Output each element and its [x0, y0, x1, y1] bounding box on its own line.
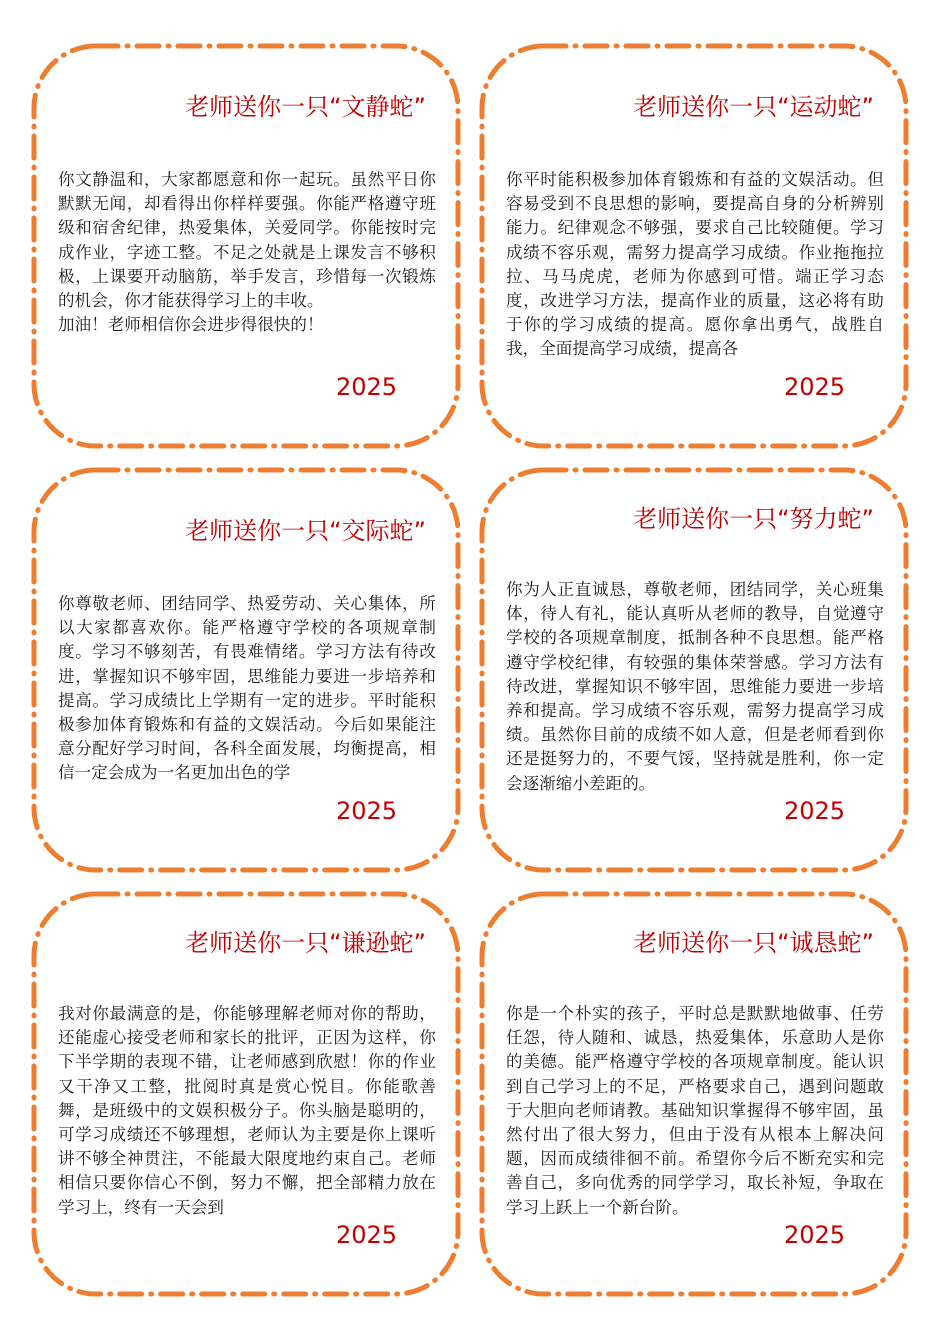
comment-card-2 [478, 42, 910, 450]
card-title: 老师送你一只“文静蛇” [185, 93, 426, 121]
card-year: 2025 [332, 796, 401, 826]
comment-card-4 [478, 466, 910, 874]
card-title: 老师送你一只“努力蛇” [633, 505, 874, 533]
card-title: 老师送你一只“诚恳蛇” [633, 929, 874, 957]
comment-card-6 [478, 890, 910, 1298]
comment-card-3 [30, 466, 462, 874]
card-year: 2025 [780, 796, 849, 826]
card-comment-text: 你文静温和，大家都愿意和你一起玩。虽然平日你默默无闻，却看得出你样样要强。你能严格遵守班级和宿舍纪律，热爱集体，关爱同学。你能按时完成作业，字迹工整。不足之处就是上课发言不够积极，上课要开动脑筋，举手发言，珍惜每一次锻炼的机会，你才能获得学习上的丰收。 加油！老师相信你会进步得很快的！ [58, 170, 436, 335]
card-comment-text: 你是一个朴实的孩子，平时总是默默地做事、任劳任怨，待人随和、诚恳，热爱集体，乐意助人是你的美德。能严格遵守学校的各项规章制度。能认识到自己学习上的不足，严格要求自己，遇到问题敢于大胆向老师请教。基础知识掌握得不够牢固，虽然付出了很大努力，但由于没有从根本上解决问题，因而成绩徘徊不前。希望你今后不断充实和完善自己，多向优秀的同学学习，取长补短，争取在学习上跃上一个新台阶。 [506, 1004, 884, 1217]
card-year: 2025 [780, 372, 849, 402]
comment-card-5 [30, 890, 462, 1298]
card-title: 老师送你一只“谦逊蛇” [185, 929, 426, 957]
card-comment-text: 你为人正直诚恳，尊敬老师，团结同学，关心班集体，待人有礼，能认真听从老师的教导，自觉遵守学校的各项规章制度，抵制各种不良思想。能严格遵守学校纪律，有较强的集体荣誉感。学习方法有待改进，掌握知识不够牢固，思维能力要进一步培养和提高。学习成绩不容乐观，需努力提高学习成绩。虽然你目前的成绩不如人意，但是老师看到你还是挺努力的，不要气馁，坚持就是胜利，你一定会逐渐缩小差距的。 [506, 580, 884, 793]
card-title: 老师送你一只“运动蛇” [633, 93, 874, 121]
card-comment-text: 我对你最满意的是，你能够理解老师对你的帮助，还能虚心接受老师和家长的批评，正因为这样，你下半学期的表现不错，让老师感到欣慰！你的作业又干净又工整，批阅时真是赏心悦目。你能歌善舞，是班级中的文娱积极分子。你头脑是聪明的，可学习成绩还不够理想，老师认为主要是你上课听讲不够全神贯注，不能最大限度地约束自己。老师相信只要你信心不倒，努力不懈，把全部精力放在学习上，终有一天会到 [58, 1004, 436, 1217]
card-year: 2025 [332, 372, 401, 402]
card-year: 2025 [780, 1220, 849, 1250]
card-comment-text: 你尊敬老师、团结同学、热爱劳动、关心集体，所以大家都喜欢你。能严格遵守学校的各项规章制度。学习不够刻苦，有畏难情绪。学习方法有待改进，掌握知识不够牢固，思维能力要进一步培养和提高。学习成绩比上学期有一定的进步。平时能积极参加体育锻炼和有益的文娱活动。今后如果能注意分配好学习时间，各科全面发展，均衡提高，相信一定会成为一名更加出色的学 [58, 594, 436, 783]
card-title: 老师送你一只“交际蛇” [185, 517, 426, 545]
comment-card-1 [30, 42, 462, 450]
card-comment-text: 你平时能积极参加体育锻炼和有益的文娱活动。但容易受到不良思想的影响，要提高自身的分析辨别能力。纪律观念不够强，要求自己比较随便。学习成绩不容乐观，需努力提高学习成绩。作业拖拖拉拉、马马虎虎，老师为你感到可惜。端正学习态度，改进学习方法，提高作业的质量，这必将有助于你的学习成绩的提高。愿你拿出勇气，战胜自我，全面提高学习成绩，提高各 [506, 170, 884, 359]
card-year: 2025 [332, 1220, 401, 1250]
